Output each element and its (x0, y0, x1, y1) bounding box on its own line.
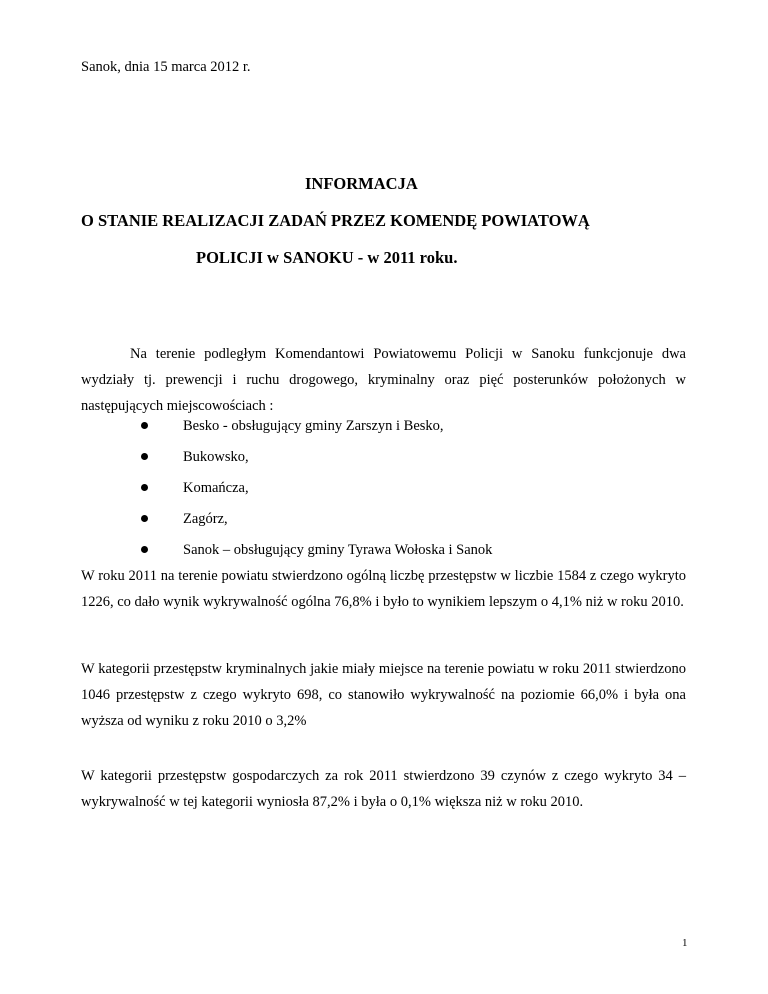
list-item (138, 475, 492, 506)
overall-crime-paragraph: W roku 2011 na terenie powiatu stwierdzono ogólną liczbę przestępstw w liczbie 1584 z czego wykryto 1226, co dało wynik wykrywalność ogólna 76,8% i było to wynikiem lepszym o 4,1% niż w roku 2010. (81, 568, 686, 610)
title-line-2: O STANIE REALIZACJI ZADAŃ PRZEZ KOMENDĘ POWIATOWĄ (81, 211, 590, 230)
bullet-icon (141, 422, 148, 429)
list-item-text: Bukowsko, (183, 449, 249, 465)
intro-paragraph: Na terenie podległym Komendantowi Powiatowemu Policji w Sanoku funkcjonuje dwa wydziały tj. prewencji i ruchu drogowego, kryminalny oraz pięć posterunków położonych w następujących miejscowościach : (81, 346, 686, 414)
date-line: Sanok, dnia 15 marca 2012 r. (81, 59, 251, 75)
bullet-icon (141, 546, 148, 553)
list-item-text: Zagórz, (183, 511, 228, 527)
economic-offences-paragraph: W kategorii przestępstw gospodarczych za rok 2011 stwierdzono 39 czynów z czego wykryto 34 – wykrywalność w tej kategorii wyniosła 87,2% i była o 0,1% większa niż w roku 2010. (81, 768, 686, 810)
list-item (138, 444, 492, 475)
list-item-text: Sanok – obsługujący gminy Tyrawa Wołoska i Sanok (183, 542, 493, 558)
list-item-text: Besko - obsługujący gminy Zarszyn i Besko, (183, 418, 444, 434)
title-line-1: INFORMACJA (305, 174, 418, 193)
list-item (138, 506, 492, 537)
list-item (138, 413, 492, 444)
criminal-offences-paragraph: W kategorii przestępstw kryminalnych jakie miały miejsce na terenie powiatu w roku 2011 stwierdzono 1046 przestępstw z czego wykryto 698, co stanowiło wykrywalność na poziomie 66,0% i była ona wyższa od wyniku z roku 2010 o 3,2% (81, 661, 686, 729)
page-number: 1 (682, 937, 688, 949)
title-line-3: POLICJI w SANOKU - w 2011 roku. (196, 248, 458, 267)
bullet-icon (141, 453, 148, 460)
outpost-list (138, 413, 492, 568)
list-item-text: Komańcza, (183, 480, 249, 496)
bullet-icon (141, 515, 148, 522)
bullet-icon (141, 484, 148, 491)
